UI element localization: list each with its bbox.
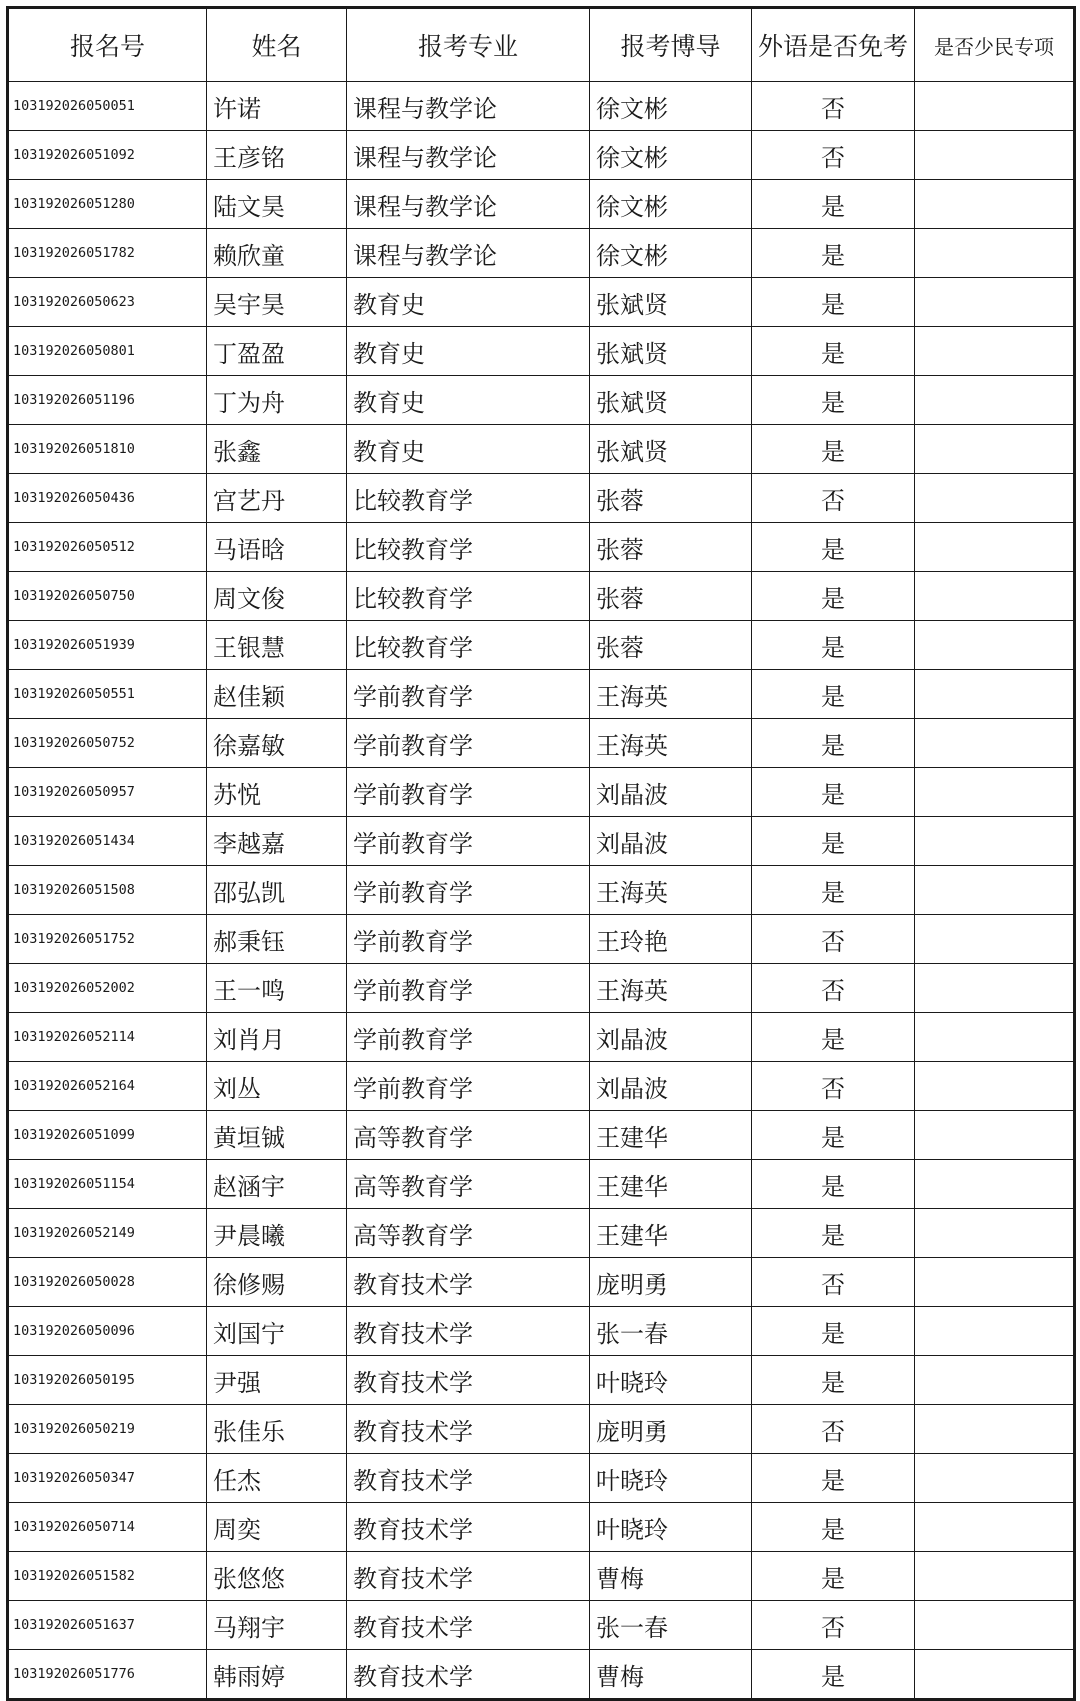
- registration-number-cell: 103192026050752: [8, 719, 207, 768]
- major-cell: 教育技术学: [347, 1454, 590, 1503]
- roster-sheet: [6, 6, 1073, 1701]
- major-cell: 教育技术学: [347, 1601, 590, 1650]
- language-exempt-cell: 是: [752, 1552, 915, 1601]
- name-cell: 尹强: [207, 1356, 347, 1405]
- minority-program-cell: [915, 719, 1075, 768]
- registration-number-cell: 103192026050195: [8, 1356, 207, 1405]
- name-cell: 王一鸣: [207, 964, 347, 1013]
- major-cell: 学前教育学: [347, 670, 590, 719]
- minority-program-cell: [915, 180, 1075, 229]
- table-row: [8, 1258, 1075, 1307]
- major-cell: 教育技术学: [347, 1258, 590, 1307]
- name-cell: 尹晨曦: [207, 1209, 347, 1258]
- table-row: [8, 131, 1075, 180]
- major-cell: 课程与教学论: [347, 131, 590, 180]
- name-cell: 周文俊: [207, 572, 347, 621]
- table-row: [8, 1111, 1075, 1160]
- advisor-cell: 张一春: [590, 1601, 752, 1650]
- registration-number-cell: 103192026051099: [8, 1111, 207, 1160]
- table-row: [8, 1503, 1075, 1552]
- table-row: [8, 866, 1075, 915]
- name-cell: 宫艺丹: [207, 474, 347, 523]
- major-cell: 教育技术学: [347, 1405, 590, 1454]
- table-row: [8, 1650, 1075, 1700]
- header-major: 报考专业: [347, 8, 590, 82]
- language-exempt-cell: 是: [752, 1111, 915, 1160]
- major-cell: 高等教育学: [347, 1209, 590, 1258]
- advisor-cell: 王建华: [590, 1209, 752, 1258]
- minority-program-cell: [915, 866, 1075, 915]
- advisor-cell: 张斌贤: [590, 327, 752, 376]
- registration-number-cell: 103192026050801: [8, 327, 207, 376]
- name-cell: 王银慧: [207, 621, 347, 670]
- minority-program-cell: [915, 817, 1075, 866]
- table-row: [8, 1405, 1075, 1454]
- name-cell: 刘丛: [207, 1062, 347, 1111]
- advisor-cell: 叶晓玲: [590, 1356, 752, 1405]
- table-row: [8, 1601, 1075, 1650]
- language-exempt-cell: 否: [752, 474, 915, 523]
- language-exempt-cell: 是: [752, 278, 915, 327]
- minority-program-cell: [915, 1307, 1075, 1356]
- registration-number-cell: 103192026052002: [8, 964, 207, 1013]
- advisor-cell: 曹梅: [590, 1650, 752, 1700]
- name-cell: 马语晗: [207, 523, 347, 572]
- advisor-cell: 王建华: [590, 1111, 752, 1160]
- registration-number-cell: 103192026051196: [8, 376, 207, 425]
- table-row: [8, 425, 1075, 474]
- name-cell: 韩雨婷: [207, 1650, 347, 1700]
- table-row: [8, 229, 1075, 278]
- advisor-cell: 叶晓玲: [590, 1503, 752, 1552]
- name-cell: 周奕: [207, 1503, 347, 1552]
- name-cell: 刘肖月: [207, 1013, 347, 1062]
- language-exempt-cell: 否: [752, 1258, 915, 1307]
- table-row: [8, 82, 1075, 131]
- minority-program-cell: [915, 82, 1075, 131]
- language-exempt-cell: 是: [752, 327, 915, 376]
- registration-number-cell: 103192026050623: [8, 278, 207, 327]
- table-row: [8, 474, 1075, 523]
- table-row: [8, 621, 1075, 670]
- registration-number-cell: 103192026051776: [8, 1650, 207, 1700]
- registration-number-cell: 103192026051508: [8, 866, 207, 915]
- major-cell: 比较教育学: [347, 621, 590, 670]
- language-exempt-cell: 是: [752, 768, 915, 817]
- language-exempt-cell: 否: [752, 1062, 915, 1111]
- header-minority-program: 是否少民专项: [915, 8, 1075, 82]
- header-name: 姓名: [207, 8, 347, 82]
- minority-program-cell: [915, 327, 1075, 376]
- registration-number-cell: 103192026052164: [8, 1062, 207, 1111]
- registration-number-cell: 103192026051434: [8, 817, 207, 866]
- major-cell: 学前教育学: [347, 768, 590, 817]
- table-row: [8, 1013, 1075, 1062]
- minority-program-cell: [915, 523, 1075, 572]
- advisor-cell: 曹梅: [590, 1552, 752, 1601]
- table-row: [8, 1062, 1075, 1111]
- advisor-cell: 张蓉: [590, 621, 752, 670]
- minority-program-cell: [915, 1552, 1075, 1601]
- minority-program-cell: [915, 1013, 1075, 1062]
- advisor-cell: 徐文彬: [590, 229, 752, 278]
- registration-number-cell: 103192026051752: [8, 915, 207, 964]
- language-exempt-cell: 是: [752, 1650, 915, 1700]
- language-exempt-cell: 是: [752, 670, 915, 719]
- name-cell: 苏悦: [207, 768, 347, 817]
- name-cell: 赵涵宇: [207, 1160, 347, 1209]
- registration-number-cell: 103192026050512: [8, 523, 207, 572]
- table-row: [8, 376, 1075, 425]
- advisor-cell: 张蓉: [590, 523, 752, 572]
- advisor-cell: 张斌贤: [590, 425, 752, 474]
- name-cell: 许诺: [207, 82, 347, 131]
- registration-number-cell: 103192026050096: [8, 1307, 207, 1356]
- language-exempt-cell: 否: [752, 1601, 915, 1650]
- minority-program-cell: [915, 964, 1075, 1013]
- name-cell: 李越嘉: [207, 817, 347, 866]
- registration-number-cell: 103192026050028: [8, 1258, 207, 1307]
- language-exempt-cell: 是: [752, 1013, 915, 1062]
- name-cell: 丁盈盈: [207, 327, 347, 376]
- advisor-cell: 王玲艳: [590, 915, 752, 964]
- name-cell: 马翔宇: [207, 1601, 347, 1650]
- advisor-cell: 徐文彬: [590, 131, 752, 180]
- major-cell: 比较教育学: [347, 523, 590, 572]
- minority-program-cell: [915, 1258, 1075, 1307]
- registration-number-cell: 103192026050714: [8, 1503, 207, 1552]
- table-row: [8, 719, 1075, 768]
- table-row: [8, 1356, 1075, 1405]
- minority-program-cell: [915, 278, 1075, 327]
- registration-number-cell: 103192026050551: [8, 670, 207, 719]
- minority-program-cell: [915, 768, 1075, 817]
- name-cell: 刘国宁: [207, 1307, 347, 1356]
- minority-program-cell: [915, 1062, 1075, 1111]
- table-row: [8, 180, 1075, 229]
- name-cell: 陆文昊: [207, 180, 347, 229]
- name-cell: 邵弘凯: [207, 866, 347, 915]
- language-exempt-cell: 是: [752, 229, 915, 278]
- registration-number-cell: 103192026051092: [8, 131, 207, 180]
- language-exempt-cell: 是: [752, 719, 915, 768]
- table-row: [8, 1209, 1075, 1258]
- major-cell: 学前教育学: [347, 817, 590, 866]
- advisor-cell: 刘晶波: [590, 1013, 752, 1062]
- language-exempt-cell: 是: [752, 425, 915, 474]
- name-cell: 丁为舟: [207, 376, 347, 425]
- language-exempt-cell: 是: [752, 621, 915, 670]
- major-cell: 教育技术学: [347, 1503, 590, 1552]
- name-cell: 郝秉钰: [207, 915, 347, 964]
- language-exempt-cell: 是: [752, 1209, 915, 1258]
- name-cell: 张佳乐: [207, 1405, 347, 1454]
- name-cell: 黄垣铖: [207, 1111, 347, 1160]
- registration-number-cell: 103192026052149: [8, 1209, 207, 1258]
- registration-number-cell: 103192026050957: [8, 768, 207, 817]
- major-cell: 学前教育学: [347, 866, 590, 915]
- advisor-cell: 刘晶波: [590, 768, 752, 817]
- name-cell: 张悠悠: [207, 1552, 347, 1601]
- registration-number-cell: 103192026051810: [8, 425, 207, 474]
- name-cell: 徐修赐: [207, 1258, 347, 1307]
- table-header: [8, 8, 1075, 82]
- registration-number-cell: 103192026051154: [8, 1160, 207, 1209]
- minority-program-cell: [915, 621, 1075, 670]
- language-exempt-cell: 是: [752, 866, 915, 915]
- advisor-cell: 张蓉: [590, 474, 752, 523]
- language-exempt-cell: 是: [752, 1503, 915, 1552]
- table-row: [8, 1552, 1075, 1601]
- minority-program-cell: [915, 131, 1075, 180]
- registration-number-cell: 103192026050219: [8, 1405, 207, 1454]
- language-exempt-cell: 否: [752, 1405, 915, 1454]
- minority-program-cell: [915, 572, 1075, 621]
- table-row: [8, 1307, 1075, 1356]
- major-cell: 比较教育学: [347, 572, 590, 621]
- minority-program-cell: [915, 1160, 1075, 1209]
- table-row: [8, 523, 1075, 572]
- language-exempt-cell: 是: [752, 817, 915, 866]
- advisor-cell: 刘晶波: [590, 1062, 752, 1111]
- advisor-cell: 张一春: [590, 1307, 752, 1356]
- minority-program-cell: [915, 1601, 1075, 1650]
- language-exempt-cell: 是: [752, 572, 915, 621]
- advisor-cell: 刘晶波: [590, 817, 752, 866]
- registration-number-cell: 103192026050051: [8, 82, 207, 131]
- name-cell: 张鑫: [207, 425, 347, 474]
- registration-number-cell: 103192026052114: [8, 1013, 207, 1062]
- minority-program-cell: [915, 670, 1075, 719]
- major-cell: 学前教育学: [347, 964, 590, 1013]
- language-exempt-cell: 是: [752, 1307, 915, 1356]
- major-cell: 学前教育学: [347, 1013, 590, 1062]
- advisor-cell: 叶晓玲: [590, 1454, 752, 1503]
- language-exempt-cell: 是: [752, 1454, 915, 1503]
- advisor-cell: 庞明勇: [590, 1405, 752, 1454]
- major-cell: 教育史: [347, 425, 590, 474]
- minority-program-cell: [915, 1209, 1075, 1258]
- registration-number-cell: 103192026050347: [8, 1454, 207, 1503]
- minority-program-cell: [915, 229, 1075, 278]
- table-row: [8, 1454, 1075, 1503]
- minority-program-cell: [915, 1356, 1075, 1405]
- advisor-cell: 王海英: [590, 670, 752, 719]
- major-cell: 课程与教学论: [347, 82, 590, 131]
- advisor-cell: 张蓉: [590, 572, 752, 621]
- major-cell: 课程与教学论: [347, 180, 590, 229]
- name-cell: 赖欣童: [207, 229, 347, 278]
- major-cell: 学前教育学: [347, 915, 590, 964]
- name-cell: 赵佳颖: [207, 670, 347, 719]
- applicant-table: [6, 6, 1076, 1701]
- name-cell: 徐嘉敏: [207, 719, 347, 768]
- major-cell: 教育技术学: [347, 1650, 590, 1700]
- advisor-cell: 张斌贤: [590, 278, 752, 327]
- advisor-cell: 王海英: [590, 719, 752, 768]
- language-exempt-cell: 否: [752, 964, 915, 1013]
- table-row: [8, 768, 1075, 817]
- minority-program-cell: [915, 474, 1075, 523]
- language-exempt-cell: 否: [752, 131, 915, 180]
- major-cell: 教育史: [347, 278, 590, 327]
- minority-program-cell: [915, 915, 1075, 964]
- major-cell: 学前教育学: [347, 719, 590, 768]
- major-cell: 教育史: [347, 327, 590, 376]
- minority-program-cell: [915, 1503, 1075, 1552]
- language-exempt-cell: 是: [752, 1160, 915, 1209]
- header-registration-number: 报名号: [8, 8, 207, 82]
- language-exempt-cell: 是: [752, 180, 915, 229]
- name-cell: 王彦铭: [207, 131, 347, 180]
- language-exempt-cell: 是: [752, 376, 915, 425]
- major-cell: 比较教育学: [347, 474, 590, 523]
- major-cell: 课程与教学论: [347, 229, 590, 278]
- major-cell: 教育技术学: [347, 1307, 590, 1356]
- table-row: [8, 670, 1075, 719]
- registration-number-cell: 103192026051280: [8, 180, 207, 229]
- language-exempt-cell: 否: [752, 915, 915, 964]
- advisor-cell: 王海英: [590, 964, 752, 1013]
- language-exempt-cell: 否: [752, 82, 915, 131]
- minority-program-cell: [915, 1111, 1075, 1160]
- language-exempt-cell: 是: [752, 1356, 915, 1405]
- registration-number-cell: 103192026050750: [8, 572, 207, 621]
- language-exempt-cell: 是: [752, 523, 915, 572]
- minority-program-cell: [915, 1650, 1075, 1700]
- major-cell: 高等教育学: [347, 1160, 590, 1209]
- major-cell: 教育史: [347, 376, 590, 425]
- advisor-cell: 徐文彬: [590, 82, 752, 131]
- major-cell: 教育技术学: [347, 1552, 590, 1601]
- table-body: [8, 82, 1075, 1700]
- minority-program-cell: [915, 1454, 1075, 1503]
- registration-number-cell: 103192026050436: [8, 474, 207, 523]
- table-row: [8, 817, 1075, 866]
- table-row: [8, 915, 1075, 964]
- advisor-cell: 王海英: [590, 866, 752, 915]
- registration-number-cell: 103192026051782: [8, 229, 207, 278]
- header-language-exempt: 外语是否免考: [752, 8, 915, 82]
- header-row: [8, 8, 1075, 82]
- registration-number-cell: 103192026051582: [8, 1552, 207, 1601]
- minority-program-cell: [915, 425, 1075, 474]
- table-row: [8, 327, 1075, 376]
- header-advisor: 报考博导: [590, 8, 752, 82]
- minority-program-cell: [915, 376, 1075, 425]
- table-row: [8, 964, 1075, 1013]
- table-row: [8, 278, 1075, 327]
- advisor-cell: 王建华: [590, 1160, 752, 1209]
- name-cell: 任杰: [207, 1454, 347, 1503]
- advisor-cell: 庞明勇: [590, 1258, 752, 1307]
- name-cell: 吴宇昊: [207, 278, 347, 327]
- advisor-cell: 张斌贤: [590, 376, 752, 425]
- registration-number-cell: 103192026051637: [8, 1601, 207, 1650]
- major-cell: 高等教育学: [347, 1111, 590, 1160]
- minority-program-cell: [915, 1405, 1075, 1454]
- table-row: [8, 1160, 1075, 1209]
- advisor-cell: 徐文彬: [590, 180, 752, 229]
- major-cell: 学前教育学: [347, 1062, 590, 1111]
- registration-number-cell: 103192026051939: [8, 621, 207, 670]
- table-row: [8, 572, 1075, 621]
- major-cell: 教育技术学: [347, 1356, 590, 1405]
